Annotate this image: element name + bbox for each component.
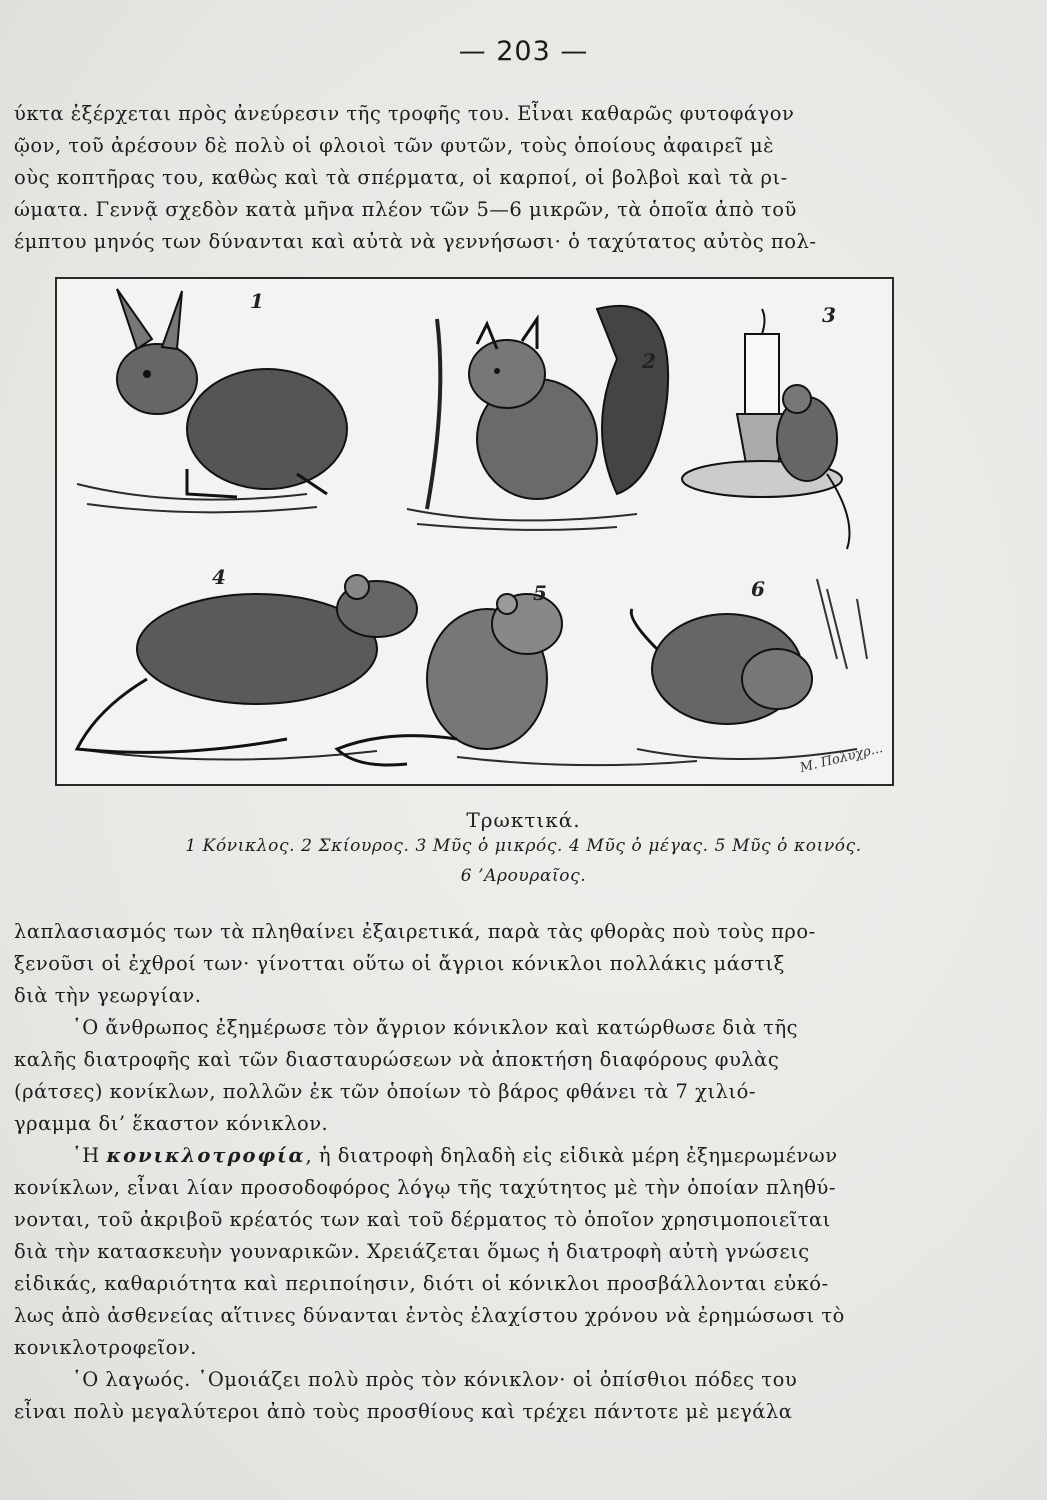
candlestick-mouse-figure [682, 309, 850, 549]
text-line: έμπτου μηνός των δύνανται καὶ αὐτὰ νὰ γεννήσωσι· ὁ ταχύτατος αὐτὸς πολ- [14, 230, 817, 253]
text-line: κονίκλων, εἶναι λίαν προσοδοφόρος λόγῳ τῆς ταχύτητος μὲ τὴν ὁποίαν πληθύ- [14, 1176, 836, 1199]
bottom-text [14, 916, 934, 1428]
text-line: καλῆς διατροφῆς καὶ τῶν διασταυρώσεων νὰ ἀποκτήση διαφόρους φυλὰς [14, 1048, 780, 1071]
text-fragment: ῾Η [72, 1144, 107, 1167]
engraver-signature: M. Πολυχρ... [798, 740, 885, 777]
text-line: ῾Ο ἄνθρωπος ἐξημέρωσε τὸν ἄγριον κόνικλον καὶ κατώρθωσε διὰ τῆς [72, 1016, 799, 1039]
figure-label-6: 6 [751, 577, 765, 601]
figure-caption-title: Τρωκτικά. [466, 808, 581, 832]
field-vole-figure [631, 579, 867, 724]
figure-label-2: 2 [642, 349, 656, 373]
squirrel-figure [427, 306, 668, 509]
text-line: εἰδικάς, καθαριότητα καὶ περιποίησιν, διότι οἱ κόνικλοι προσβάλλονται εὐκό- [14, 1272, 829, 1295]
text-line [14, 1140, 934, 1172]
rodents-illustration [55, 277, 894, 786]
text-fragment: , ἡ διατροφὴ δηλαδὴ εἰς εἰδικὰ μέρη ἐξημερωμένων [305, 1144, 838, 1167]
figure-caption-line-1: 1 Κόνικλος. 2 Σκίουρος. 3 Μῦς ὁ μικρός. 4 Μῦς ὁ μέγας. 5 Μῦς ὁ κοινός. [185, 836, 862, 856]
rat-figure [77, 575, 417, 752]
emphasized-term: κονικλοτροφία [106, 1144, 306, 1167]
figure-label-4: 4 [212, 565, 226, 589]
text-line: οὺς κοπτῆρας του, καθὼς καὶ τὰ σπέρματα, οἱ καρποί, οἱ βολβοὶ καὶ τὰ ρι- [14, 166, 788, 189]
figure-label-5: 5 [533, 581, 547, 605]
engraving-drawing [57, 279, 892, 784]
text-line: εἶναι πολὺ μεγαλύτεροι ἀπὸ τοὺς προσθίους καὶ τρέχει πάντοτε μὲ μεγάλα [14, 1400, 793, 1423]
rabbit-figure [117, 289, 347, 497]
text-line: διὰ τὴν γεωργίαν. [14, 984, 202, 1007]
text-line: λαπλασιασμός των τὰ πληθαίνει ἐξαιρετικά, παρὰ τὰς φθορὰς ποὺ τοὺς προ- [14, 920, 816, 943]
figure-label-3: 3 [822, 303, 836, 327]
text-line: λως ἀπὸ ἀσθενείας αἵτινες δύνανται ἐντὸς ἐλαχίστου χρόνου νὰ ἐρημώσωσι τὸ [14, 1304, 845, 1327]
text-line: ῾Ο λαγωός. ῾Ομοιάζει πολὺ πρὸς τὸν κόνικλον· οἱ ὀπίσθιοι πόδες του [72, 1368, 798, 1391]
text-line: (ράτσες) κονίκλων, πολλῶν ἐκ τῶν ὁποίων τὸ βάρος φθάνει τὰ 7 χιλιό- [14, 1080, 756, 1103]
text-line: ῷον, τοῦ ἀρέσουν δὲ πολὺ οἱ φλοιοὶ τῶν φυτῶν, τοὺς ὁποίους ἀφαιρεῖ μὲ [14, 134, 775, 157]
text-line: νονται, τοῦ ἀκριβοῦ κρέατός των καὶ τοῦ δέρματος τὸ ὁποῖον χρησιμοποιεῖται [14, 1208, 831, 1231]
page-number: — 203 — [458, 36, 589, 67]
text-line: ξενοῦσι οἱ ἐχθροί των· γίνοτται οὕτω οἱ ἄγριοι κόνικλοι πολλάκις μάστιξ [14, 952, 785, 975]
text-line: διὰ τὴν κατασκευὴν γουναρικῶν. Χρειάζεται ὅμως ἡ διατροφὴ αὐτὴ γνώσεις [14, 1240, 810, 1263]
text-line: γραμμα δι’ ἕκαστον κόνικλον. [14, 1112, 329, 1135]
text-line: ύκτα ἐξέρχεται πρὸς ἀνεύρεσιν τῆς τροφῆς του. Εἶναι καθαρῶς φυτοφάγον [14, 102, 795, 125]
text-line: ώματα. Γεννᾷ σχεδὸν κατὰ μῆνα πλέον τῶν 5—6 μικρῶν, τὰ ὁποῖα ἀπὸ τοῦ [14, 198, 797, 221]
text-line: κονικλοτροφεῖον. [14, 1336, 197, 1359]
top-paragraph [14, 98, 934, 258]
figure-label-1: 1 [250, 289, 264, 313]
figure-caption-line-2: 6 ’Αρουραῖος. [460, 866, 587, 886]
